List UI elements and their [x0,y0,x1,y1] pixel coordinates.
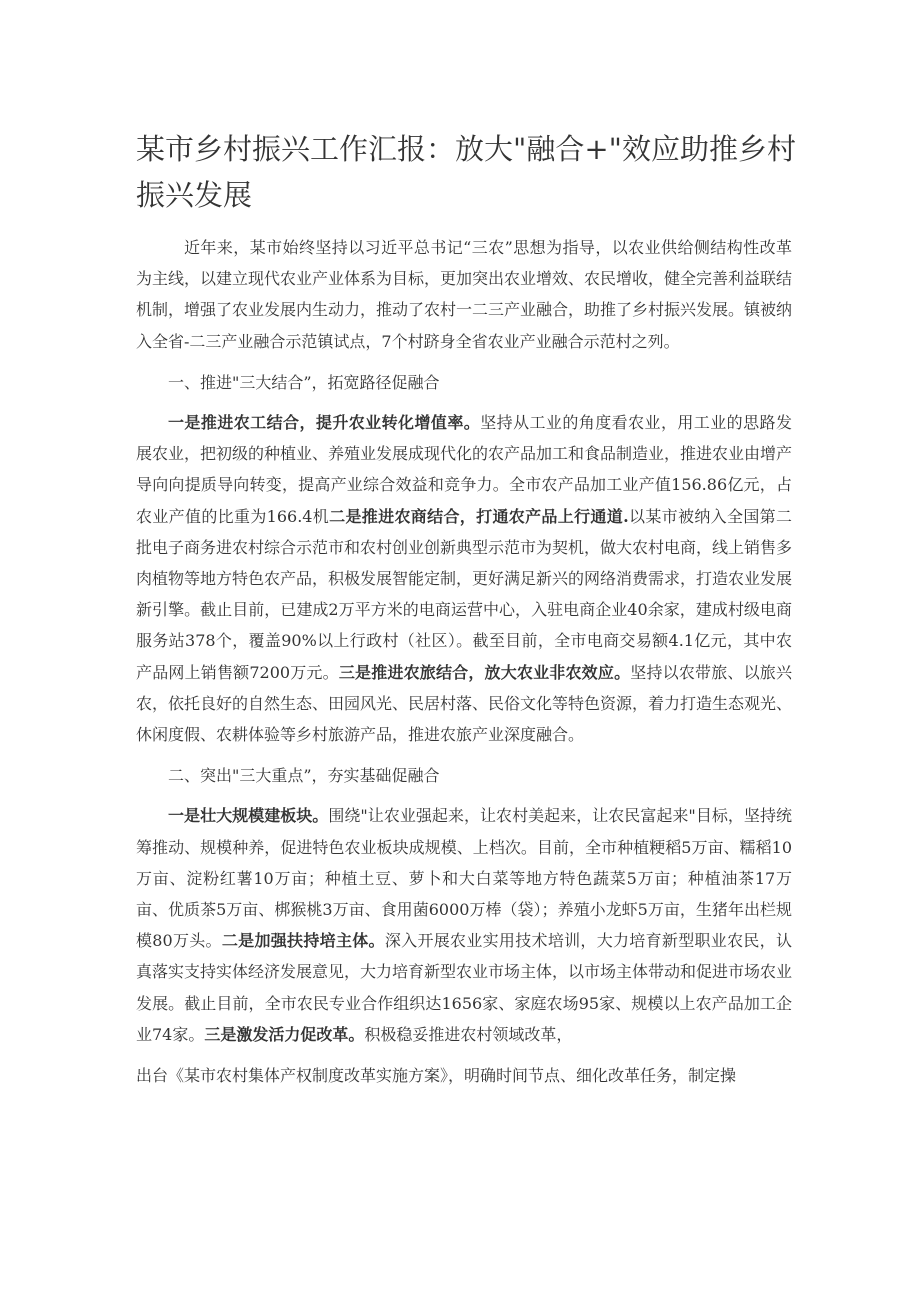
section-2-lead-1: 一是壮大规模建板块。 [168,806,329,826]
section-1-heading: 一、推进"三大结合”，拓宽路径促融合 [168,372,440,392]
section-2-text-2: 深入开展农业实用技术培训，大力培育新型职业农民，认真落实支持实体经济发展意见，大力培育新型农业市场主体，以市场主体带动和促进市场农业发展。截止目前，全市农民专业合作组织达1656家、家庭农场95家、规模以上农产品加工企业74家。 [136,931,793,1044]
intro-paragraph: 近年来，某市始终坚持以习近平总书记“三农”思想为指导，以农业供给侧结构性改革为主线，以建立现代农业产业体系为目标，更加突出农业增效、农民增收，健全完善利益联结机制，增强了农业发展内生动力，推动了农村一二三产业融合，助推了乡村振兴发展。镇被纳入全省-二三产业融合示范镇试点，7个村跻身全省农业产业融合示范村之列。 [136,238,793,351]
section-2-text-3: 积极稳妥推进农村领域改革， [364,1024,573,1044]
document-body [136,232,792,1091]
section-1-text-2: 以某市被纳入全国第二批电子商务进农村综合示范市和农村创业创新典型示范市为契机，做大农村电商，线上销售多肉植物等地方特色农产品，积极发展智能定制，更好满足新兴的网络消费需求，打造农业发展新引擎。截止目前，已建成2万平方米的电商运营中心，入驻电商企业40余家，建成村级电商服务站378个，覆盖90%以上行政村（社区）。截至目前，全市电商交易额4.1亿元，其中农产品网上销售额7200万元。 [136,506,793,682]
section-2-text-1: 围绕"让农业强起来，让农村美起来，让农民富起来"目标，坚持统筹推动、规模种养，促进特色农业板块成规模、上档次。目前，全市种植粳稻5万亩、糯稻10万亩、淀粉红薯10万亩；种植土豆、萝卜和大白菜等地方特色蔬菜5万亩；种植油茶17万亩、优质茶5万亩、梆猴桃3万亩、食用菌6000万棒（袋）；养殖小龙虾5万亩，生猪年出栏规模80万头。 [136,806,792,951]
section-2-paragraph [136,800,792,1050]
document-title: 某市乡村振兴工作汇报：放大"融合+"效应助推乡村振兴发展 [136,132,796,212]
section-1-lead-3: 三是推进农旅结合，放大农业非农效应。 [338,662,631,682]
section-1-lead-2: 二是推进农商结合，打通农产品上行通道. [329,506,629,526]
section-2-lead-3: 三是激发活力促改革。 [204,1024,365,1044]
section-1-lead-1: 一是推进农工结合，提升农业转化增值率。 [168,413,481,433]
section-1-text-3: 坚持以农带旅、以旅兴农，依托良好的自然生态、田园风光、民居村落、民俗文化等特色资源，着力打造生态观光、休闲度假、农耕体验等乡村旅游产品，推进农旅产业深度融合。 [136,662,793,745]
section-1-paragraph [136,407,792,750]
section-2-lead-2: 二是加强扶持培主体。 [221,931,385,951]
section-2-continuation: 出台《某市农村集体产权制度改革实施方案》，明确时间节点、细化改革任务，制定操 [136,1066,737,1086]
section-2-heading: 二、突出"三大重点”，夯实基础促融合 [168,766,440,786]
section-1-text-1: 坚持从工业的角度看农业，用工业的思路发展农业，把初级的种植业、养殖业发展成现代化的农产品加工和食品制造业，推进农业由增产导向向提质导向转变，提高产业综合效益和竞争力。全市农产品加工业产值156.86亿元，占农业产值的比重为166.4机 [136,413,793,526]
